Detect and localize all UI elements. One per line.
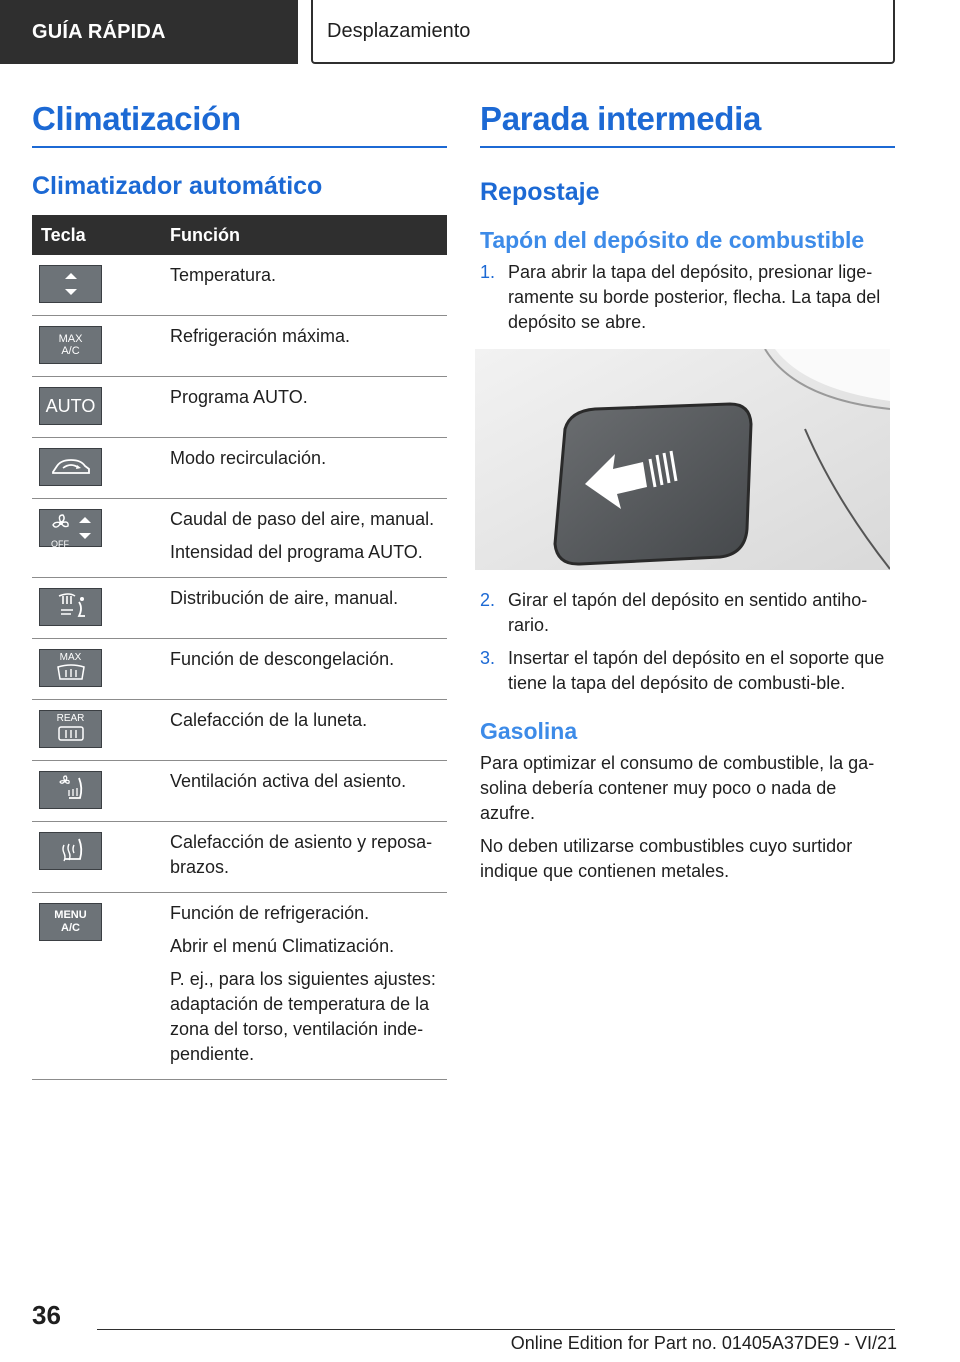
temperature-arrows-icon <box>39 265 102 303</box>
left-column <box>32 100 447 1080</box>
row-text: Temperatura. <box>170 265 277 285</box>
header-section: Desplazamiento <box>311 0 895 64</box>
seat-heating-icon <box>39 832 102 870</box>
fan-off-icon <box>39 509 102 547</box>
subtitle-repostaje: Repostaje <box>480 178 600 206</box>
steps-list-a <box>480 260 895 335</box>
step-number: 1. <box>480 262 496 282</box>
air-distribution-icon <box>39 588 102 626</box>
row-text: Abrir el menú Climatización. <box>170 936 395 956</box>
key-label: MENU A/C <box>54 909 87 934</box>
max-defrost-icon <box>39 649 102 687</box>
steps-list-b <box>480 588 895 696</box>
row-text: Ventilación activa del asiento. <box>170 771 407 791</box>
table-row <box>32 893 447 1080</box>
row-text: Distribución de aire, manual. <box>170 588 399 608</box>
table-row <box>32 578 447 639</box>
table-row <box>32 822 447 893</box>
table-row <box>32 377 447 438</box>
page-title-parada: Parada intermedia <box>480 100 895 148</box>
page-title-climatizacion: Climatización <box>32 100 447 148</box>
row-text: Intensidad del programa AUTO. <box>170 542 423 562</box>
heading-fuel-cap: Tapón del depósito de combustible <box>480 227 865 253</box>
step-number: 3. <box>480 648 496 668</box>
table-row <box>32 499 447 578</box>
table-header-row <box>32 215 447 255</box>
row-text: Calefacción de asiento y reposa-brazos. <box>170 832 433 877</box>
key-label: OFF <box>51 539 69 549</box>
right-column <box>480 100 895 892</box>
controls-table <box>32 215 447 1080</box>
footer-edition: Online Edition for Part no. 01405A37DE9 - VI/21 <box>510 1333 897 1353</box>
step-number: 2. <box>480 590 496 610</box>
max-ac-icon <box>39 326 102 364</box>
page-number: 36 <box>32 1300 61 1330</box>
subtitle-climatizador: Climatizador automático <box>32 172 323 200</box>
heading-gasolina: Gasolina <box>480 718 578 744</box>
list-item <box>480 260 895 335</box>
header-funcion: Función <box>170 215 447 255</box>
table-row <box>32 316 447 377</box>
key-label: REAR <box>56 713 85 724</box>
footer-divider <box>97 1329 895 1330</box>
key-label: MAX A/C <box>58 333 83 357</box>
list-item <box>480 646 895 696</box>
seat-ventilation-icon <box>39 771 102 809</box>
header-tecla: Tecla <box>32 215 170 255</box>
row-text: Refrigeración máxima. <box>170 326 351 346</box>
paragraph-metals: No deben utilizarse combustibles cuyo surtidor indique que contienen metales. <box>480 836 853 881</box>
header-tab: GUÍA RÁPIDA <box>0 0 298 64</box>
table-row <box>32 255 447 316</box>
table-row <box>32 438 447 499</box>
table-row <box>32 761 447 822</box>
key-label: MAX <box>59 652 82 663</box>
recirculation-icon <box>39 448 102 486</box>
table-row <box>32 639 447 700</box>
auto-icon <box>39 387 102 425</box>
step-text: Insertar el tapón del depósito en el soporte que tiene la tapa del depósito de combusti-ble. <box>508 648 885 693</box>
menu-ac-icon <box>39 903 102 941</box>
row-text: Calefacción de la luneta. <box>170 710 368 730</box>
step-text: Para abrir la tapa del depósito, presionar lige-ramente su borde posterior, flecha. La tapa del depósito se abre. <box>508 262 881 332</box>
list-item <box>480 588 895 638</box>
row-text: P. ej., para los siguientes ajustes: adaptación de temperatura de la zona del torso, ventilación inde-pendiente. <box>170 969 436 1064</box>
paragraph-sulfur: Para optimizar el consumo de combustible, la ga-solina debería contener muy poco o nada de azufre. <box>480 753 875 823</box>
row-text: Programa AUTO. <box>170 387 308 407</box>
row-text: Función de refrigeración. <box>170 903 370 923</box>
row-text: Función de descongelación. <box>170 649 395 669</box>
row-text: Caudal de paso del aire, manual. <box>170 509 435 529</box>
row-text: Modo recirculación. <box>170 448 327 468</box>
fuel-flap-photo <box>475 349 890 570</box>
table-row <box>32 700 447 761</box>
key-label: AUTO <box>45 395 96 416</box>
step-text: Girar el tapón del depósito en sentido antiho-rario. <box>508 590 868 635</box>
rear-defrost-icon <box>39 710 102 748</box>
